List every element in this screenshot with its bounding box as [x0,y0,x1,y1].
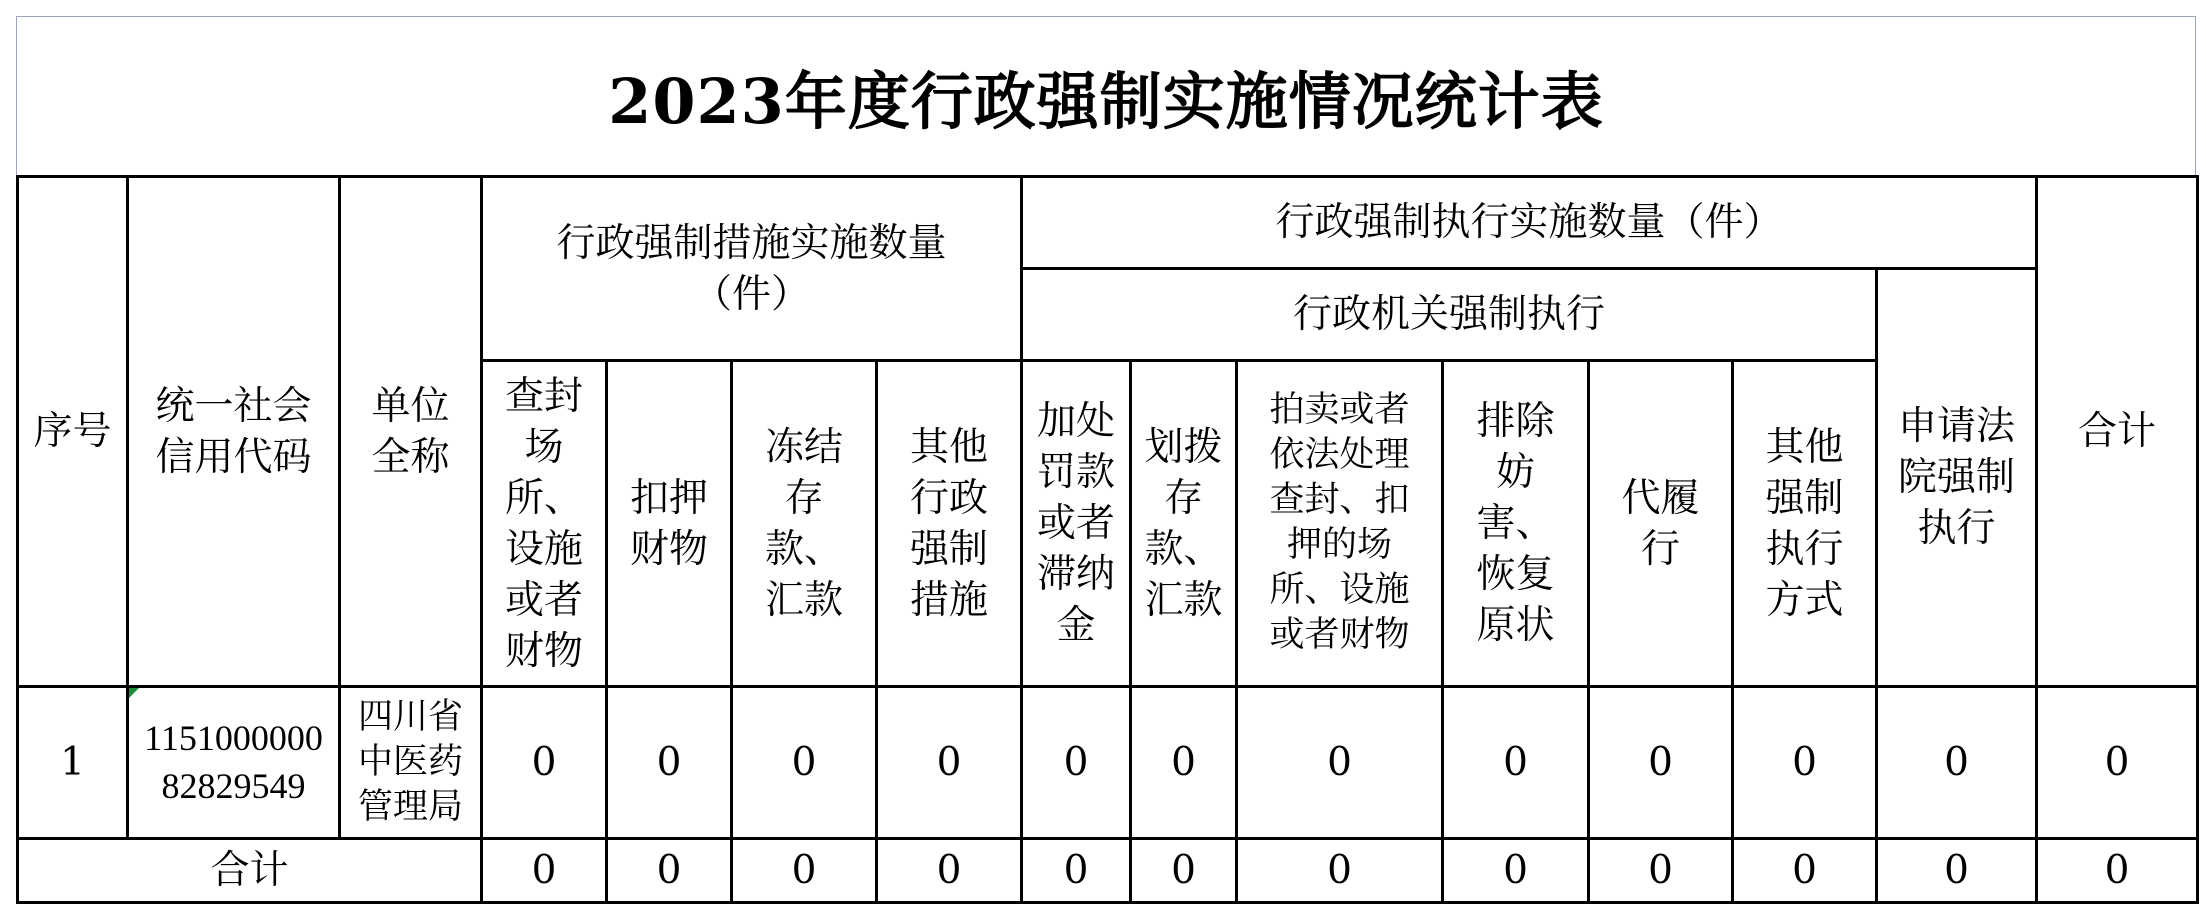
row-value: 0 [1877,687,2037,839]
row-value: 0 [1589,687,1733,839]
row-seq: 1 [18,687,128,839]
table-row [18,687,2198,839]
row-value: 0 [2037,687,2198,839]
header-execution-group: 行政强制执行实施数量（件） [1022,177,2037,269]
header-measure-freeze: 冻结存款、汇款 [732,361,877,687]
summary-value: 0 [607,839,732,903]
header-agency-execution: 行政机关强制执行 [1022,269,1877,361]
header-exec-auction: 拍卖或者依法处理查封、扣押的场所、设施或者财物 [1237,361,1443,687]
summary-value: 0 [482,839,607,903]
cell-marker-icon [129,688,139,698]
summary-value: 0 [1443,839,1589,903]
statistics-sheet [16,16,2196,904]
header-court-execution: 申请法院强制执行 [1877,269,2037,687]
summary-value: 0 [1589,839,1733,903]
statistics-table [16,175,2199,904]
row-value: 0 [1237,687,1443,839]
summary-label: 合计 [18,839,482,903]
summary-value: 0 [1131,839,1237,903]
header-exec-substitute: 代履行 [1589,361,1733,687]
summary-value: 0 [1877,839,2037,903]
row-value: 0 [732,687,877,839]
header-unit-name: 单位全称 [340,177,482,687]
header-measure-seize: 扣押财物 [607,361,732,687]
header-seq: 序号 [18,177,128,687]
summary-value: 0 [1733,839,1877,903]
row-unit-name: 四川省中医药管理局 [340,687,482,839]
page-title: 2023年度行政强制实施情况统计表 [608,65,1604,138]
title-row [16,16,2196,176]
summary-row [18,839,2198,903]
header-exec-fine: 加处罚款或者滞纳金 [1022,361,1131,687]
header-measures-group: 行政强制措施实施数量（件） [482,177,1022,361]
header-measure-other: 其他行政强制措施 [877,361,1022,687]
header-measure-seal: 查封场所、设施或者财物 [482,361,607,687]
row-value: 0 [877,687,1022,839]
row-value: 0 [482,687,607,839]
header-exec-other: 其他强制执行方式 [1733,361,1877,687]
summary-value: 0 [1022,839,1131,903]
row-value: 0 [1733,687,1877,839]
row-credit-code: 115100000082829549 [128,687,340,839]
row-value: 0 [1131,687,1237,839]
row-value: 0 [607,687,732,839]
header-exec-transfer: 划拨存款、汇款 [1131,361,1237,687]
header-credit-code: 统一社会信用代码 [128,177,340,687]
header-total: 合计 [2037,177,2198,687]
summary-value: 0 [1237,839,1443,903]
summary-value: 0 [732,839,877,903]
header-exec-remove-obstruction: 排除妨害、恢复原状 [1443,361,1589,687]
summary-value: 0 [877,839,1022,903]
summary-value: 0 [2037,839,2198,903]
row-value: 0 [1022,687,1131,839]
row-value: 0 [1443,687,1589,839]
